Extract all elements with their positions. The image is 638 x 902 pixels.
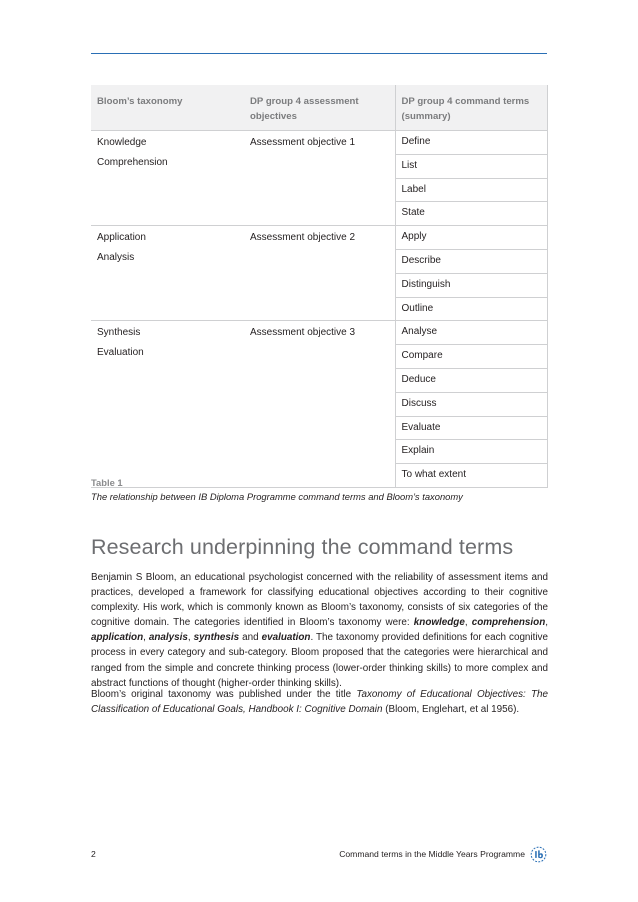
keyword-evaluation: evaluation <box>261 632 311 644</box>
command-term: State <box>395 202 547 226</box>
header-blooms-taxonomy: Bloom’s taxonomy <box>91 85 244 131</box>
keyword-synthesis: synthesis <box>193 632 240 644</box>
command-term: Evaluate <box>395 416 547 440</box>
separator: , <box>545 617 548 629</box>
table-caption <box>91 476 551 504</box>
bloom-category: Application <box>97 232 146 244</box>
table-row <box>91 131 547 155</box>
command-term: To what extent <box>395 464 547 488</box>
command-term: Define <box>395 131 547 155</box>
table-caption-text: The relationship between IB Diploma Programme command terms and Bloom’s taxonomy <box>91 491 463 502</box>
command-term: Deduce <box>395 368 547 392</box>
assessment-objective-cell <box>244 226 395 321</box>
assessment-objective: Assessment objective 1 <box>250 137 356 148</box>
command-term: Compare <box>395 345 547 369</box>
assessment-objective: Assessment objective 2 <box>250 232 356 244</box>
separator: , <box>187 632 194 644</box>
command-term: Explain <box>395 440 547 464</box>
keyword-comprehension: comprehension <box>471 617 546 629</box>
footer-title: Command terms in the Middle Years Programme <box>339 849 525 859</box>
assessment-objective-cell <box>244 131 395 226</box>
command-term: Apply <box>395 226 547 250</box>
bloom-category: Synthesis <box>97 327 141 339</box>
bloom-category: Comprehension <box>97 157 168 168</box>
paragraph-text: . The taxonomy provided definitions for each cognitive process in every category and sub-category. Bloom proposed that the categories were hierarchical and ranged from the simple and concrete thinking process (lower-order thinking skills) to more complex and abstract functions of thought (higher-order thinking skills). <box>91 632 548 689</box>
command-term: Distinguish <box>395 273 547 297</box>
bloom-categories-cell <box>91 131 244 226</box>
paragraph-1 <box>91 570 548 691</box>
command-term: Label <box>395 178 547 202</box>
section-heading: Research underpinning the command terms <box>91 535 514 559</box>
paragraph-text: Bloom’s original taxonomy was published under the title <box>91 689 357 700</box>
command-term: Outline <box>395 297 547 321</box>
bloom-category: Evaluation <box>97 347 144 359</box>
keyword-knowledge: knowledge <box>413 617 465 629</box>
book-title: Taxonomy of Educational Objectives: The Classification of Educational Goals, Handbook I: Cognitive Domain <box>91 689 548 716</box>
table-header-row <box>91 85 547 131</box>
separator: and <box>239 632 262 644</box>
page-footer <box>91 849 547 863</box>
assessment-objective: Assessment objective 3 <box>250 327 356 339</box>
paragraph-text: (Bloom, Englehart, et al 1956). <box>382 704 520 716</box>
paragraph-2 <box>91 687 548 717</box>
paragraph-text: Benjamin S Bloom, an educational psychologist concerned with the reliability of assessment items and practices, developed a framework for classifying educational objectives according to their cognitive complexity. His work, which is commonly known as Bloom’s taxonomy, consists of six categories of the cognitive domain. The categories identified in Bloom’s taxonomy were: <box>91 572 548 629</box>
bloom-category: Analysis <box>97 252 135 264</box>
table-row <box>91 321 547 345</box>
assessment-objective-cell <box>244 321 395 488</box>
table-row <box>91 226 547 250</box>
command-term: Discuss <box>395 392 547 416</box>
ib-logo-icon <box>530 846 547 863</box>
bloom-categories-cell <box>91 226 244 321</box>
keyword-analysis: analysis <box>148 632 188 644</box>
keyword-application: application <box>91 632 144 644</box>
separator: , <box>464 617 472 629</box>
command-term: List <box>395 154 547 178</box>
table-caption-label: Table 1 <box>91 477 123 488</box>
top-rule <box>91 53 547 54</box>
separator: , <box>143 632 149 644</box>
command-term: Describe <box>395 249 547 273</box>
command-term: Analyse <box>395 321 547 345</box>
header-command-terms: DP group 4 command terms (summary) <box>395 85 547 131</box>
page-number: 2 <box>91 849 96 859</box>
header-assessment-objectives: DP group 4 assessment objectives <box>244 85 395 131</box>
command-terms-table <box>91 85 548 488</box>
bloom-categories-cell <box>91 321 244 488</box>
bloom-category: Knowledge <box>97 137 147 148</box>
